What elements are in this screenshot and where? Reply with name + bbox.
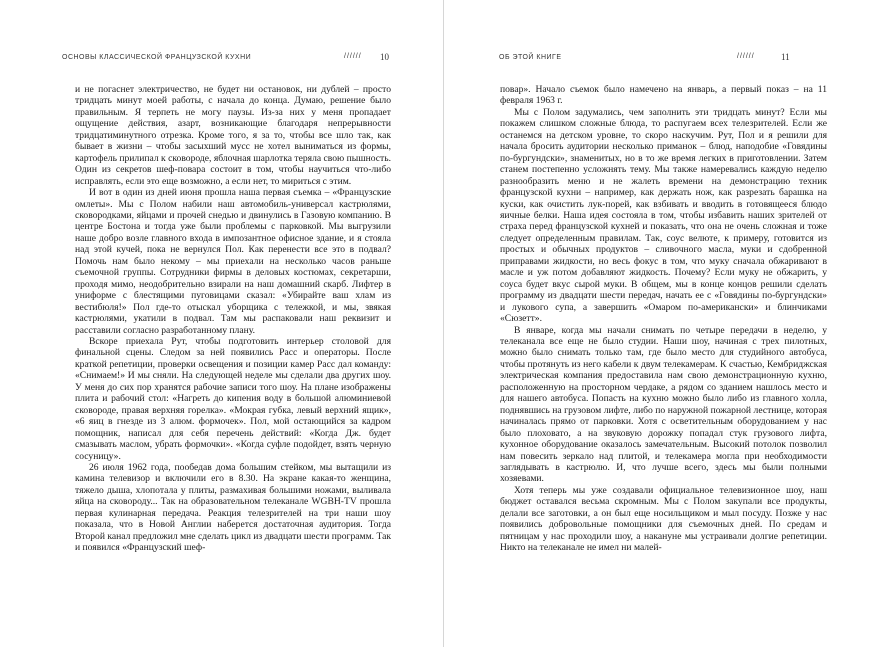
ornament-mark: //////: [344, 53, 362, 60]
paragraph: И вот в один из дней июня прошла наша первая съемка – «Французские омлеты». Мы с Полом набили наш автомобиль-универсал кастрюлями, сковородками, яйцами и прочей снедью и двинулись в Газовую компанию. В центре Бостона и тогда уже были проблемы с парковкой. Мы выгрузили наше добро возле главного входа в импозантное офисное здание, и я стояла над этой кучей, пока не вернулся Пол. Как перенести все это в подвал? Помочь нам было некому – мы приехали на несколько часов раньше съемочной группы. Сотрудники фирмы в деловых костюмах, секретарши, проходя мимо, неодобрительно взирали на наш домашний скарб. Лифтер в униформе с блестящими пуговицами сказал: «Убирайте ваш хлам из вестибюля!» Пол где-то отыскал уборщика с тележкой, и мы, звякая кастрюлями, укатили в подвал. Там мы распаковали наш реквизит и расставили согласно разработанному плану.: [75, 187, 391, 336]
paragraph: 26 июля 1962 года, пообедав дома большим стейком, мы вытащили из камина телевизор и включили его в 8.30. На экране какая-то женщина, тяжело дыша, хлопотала у плиты, размахивая большими ножами, выливала яйца на сковороду... Так на образовательном телеканале WGBH-TV прошла первая кулинарная передача. Реакция телезрителей на три наши шоу показала, что в Новой Англии наберется достаточная аудитория. Тогда Второй канал предложил мне сделать цикл из двадцати шести программ. Так и появился «Французский шеф-: [75, 461, 391, 554]
ornament-mark: //////: [737, 53, 755, 60]
paragraph: Мы с Полом задумались, чем заполнить эти тридцать минут? Если мы покажем слишком сложные блюда, то распугаем всех телезрителей. Если же останемся на детском уровне, то скоро наскучим. Рут, Пол и я решили для начала бросить аудитории несколько приманок – блюд, наподобие «Говядины по-бургундски», знаменитых, но в то же время легких в приготовлении. Затем станем постепенно усложнять тему. Мы также намеревались каждую неделю разнообразить меню и не жалеть времени на демонстрацию техник французской кухни – например, как держать нож, как разрезать барашка на куски, как очистить лук-порей, как взбивать и вводить в готовящееся блюдо яичные белки. Наша идея состояла в том, чтобы избавить наших зрителей от страха перед французской кухней и показать, что она не очень сложная и тоже следует определенным правилам. Так, соус велюте, к примеру, готовится из простых и обычных продуктов – сливочного масла, муки и сдобренной приправами жидкости, но весь фокус в том, что муку сначала обжаривают в масле и уж потом добавляют жидкость. Почему? Если муку не обжарить, у соуса будет вкус сырой муки. В общем, мы в конце концов решили сделать программу из двадцати шести передач, начать ее с «Говядины по-бургундски» и лукового супа, а завершить «Омаром по-американски» и блинчиками «Сюзетт».: [500, 106, 827, 325]
page-gutter: [443, 0, 444, 647]
right-page: [445, 0, 890, 647]
paragraph: Вскоре приехала Рут, чтобы подготовить интерьер столовой для финальной сцены. Следом за ней появились Расс и операторы. После краткой репетиции, проверки освещения и позиции камер Расс дал команду: «Снимаем!» И мы сняли. На следующей неделе мы сделали два других шоу. У меня до сих пор хранятся рабочие записи того шоу. На плане изображены плита и рабочий стол: «Нагреть до кипения воду в большой алюминиевой сковороде, правая верхняя горелка». «Мокрая губка, левый верхний ящик», «6 яиц в гнезде из 3 алюм. формочек». Пол, мой остающийся за кадром помощник, написал для себя перечень действий: «Когда Дж. будет смазывать маслом, убрать формочки». «Когда суфле подойдет, взять черную сосуницу».: [75, 335, 391, 462]
running-head-title: ОСНОВЫ КЛАССИЧЕСКОЙ ФРАНЦУЗСКОЙ КУХНИ: [62, 54, 252, 61]
page-number: 11: [781, 52, 790, 62]
paragraph: Хотя теперь мы уже создавали официальное телевизионное шоу, наш бюджет оставался весьма скромным. Мы с Полом закупали все продукты, делали все заготовки, а он был еще носильщиком и мыл посуду. Позже у нас появились добровольные помощники для съемочных дней. По средам и пятницам у нас проходили шоу, а накануне мы устраивали долгие репетиции. Никто на телеканале не имел ни малей-: [500, 484, 827, 554]
paragraph: В январе, когда мы начали снимать по четыре передачи в неделю, у телеканала все еще не было студии. Наши шоу, начиная с трех пилотных, можно было снимать только там, где было место для студийного автобуса, чтобы протянуть из него кабели к двум телекамерам. К счастью, Кембриджская электрическая компания предоставила нам свою демонстрационную кухню, расположенную на просторном чердаке, а рядом со зданием нашлось место и для нашего автобуса. Попасть на кухню можно было либо из главного холла, поднявшись на грузовом лифте, либо по наружной пожарной лестнице, которая начиналась прямо от парковки. Хотя с осветительным оборудованием у нас было плоховато, а на звуковую дорожку попадал стук грузового лифта, кухонное оборудование оказалось замечательным. Высокий потолок позволил нам повесить зеркало над плитой, и телекамера могла при необходимости заглядывать в кастрюлю. И, что лучше всего, здесь мы были полными хозяевами.: [500, 324, 827, 485]
page-number: 10: [380, 52, 389, 62]
body-text: [500, 84, 827, 554]
body-text: [75, 84, 391, 554]
running-head-title: ОБ ЭТОЙ КНИГЕ: [499, 54, 562, 61]
paragraph: повар». Начало съемок было намечено на январь, а первый показ – на 11 февраля 1963 г.: [500, 84, 827, 107]
paragraph: и не погаснет электричество, не будет ни остановок, ни дублей – просто тридцать минут моей работы, с начала до конца. Думаю, решение было правильным. Я терпеть не могу паузы. Из-за них у меня пропадает ощущение действия, азарт, возникающие благодаря непрерывности тридцатиминутного отрезка. Кроме того, я за то, чтобы все шло так, как бывает в жизни – чтобы засыхший мусс не хотел выниматься из формы, картофель прилипал к сковороде, яблочная шарлотка теряла свою пышность. Один из секретов шеф-повара состоит в том, чтобы научиться что-либо исправлять, если это еще возможно, а если нет, то мириться с этим.: [75, 84, 391, 187]
